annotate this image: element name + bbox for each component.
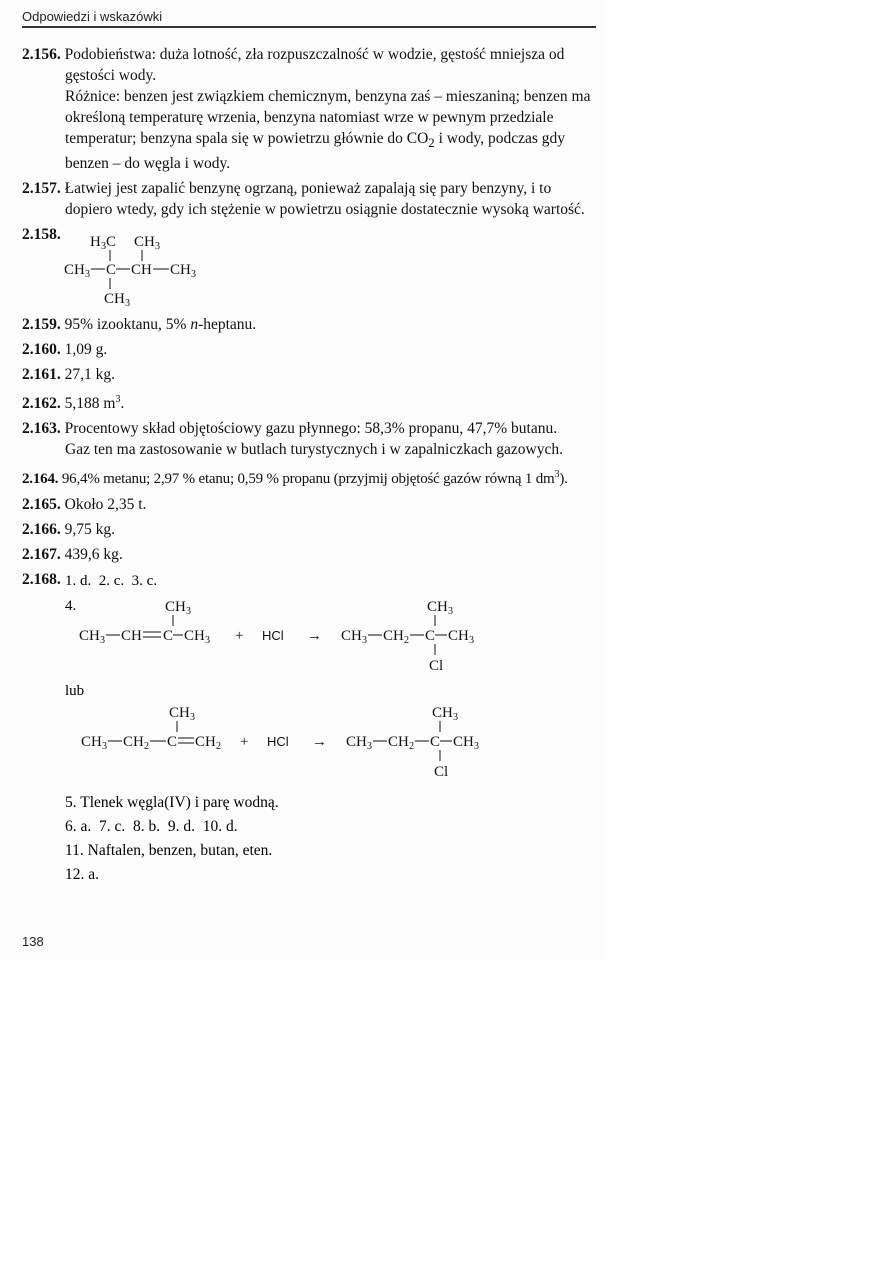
entry-text: ). <box>559 471 568 488</box>
answers-content <box>22 44 598 594</box>
subscript: 2 <box>144 741 149 752</box>
subscript: 3 <box>190 712 195 723</box>
entry-2-160 <box>22 339 598 360</box>
running-header: Odpowiedzi i wskazówki <box>22 9 163 24</box>
entry-text: 95% izooktanu, 5% <box>64 316 191 334</box>
answers-6-10: 6. a. 7. c. 8. b. 9. d. 10. d. <box>65 818 238 835</box>
entry-2-161 <box>22 364 598 385</box>
entry-text: Różnice: benzen jest związkiem chemicznym, benzyna zaś – mieszaniną; benzen ma określoną temperaturę wrzenia, benzyna natomiast wrze w pewnym przedziale temperatur; benzyna spala się w powietrzu głównie do CO <box>65 88 591 147</box>
entry-text: 27,1 kg. <box>64 366 115 384</box>
entry-text: 439,6 kg. <box>64 546 123 564</box>
answers-1-3: 1. d. 2. c. 3. c. <box>65 573 158 589</box>
subscript: 3 <box>155 241 160 253</box>
entry-number: 2.166. <box>22 521 61 539</box>
group-ch: CH <box>195 734 216 750</box>
group-ch: CH <box>64 262 85 279</box>
entry-2-163 <box>22 418 598 460</box>
subscript: 3 <box>205 635 210 646</box>
atom-c: C <box>430 734 441 750</box>
entry-2-165 <box>22 494 598 515</box>
subscript: 2 <box>404 635 409 646</box>
subscript: 2 <box>216 741 221 752</box>
atom-cl: Cl <box>429 658 444 674</box>
atom-h: H <box>90 234 101 251</box>
answer-11: 11. Naftalen, benzen, butan, eten. <box>65 842 273 859</box>
answer-12: 12. a. <box>65 866 100 883</box>
entry-number: 2.162. <box>22 395 61 413</box>
italic-text: n <box>190 316 199 334</box>
subscript: 3 <box>102 741 107 752</box>
entry-text: Około 2,35 t. <box>64 496 147 514</box>
entry-text: Łatwiej jest zapalić benzynę ogrzaną, ponieważ zapalają się pary benzyny, i to dopiero wtedy, gdy ich stężenie w powietrzu osiągnie dostatecznie wysoką wartość. <box>64 180 585 219</box>
superscript: 3 <box>115 394 121 406</box>
subscript: 2 <box>409 741 414 752</box>
entry-number: 2.165. <box>22 496 61 514</box>
entry-text: Gaz ten ma zastosowanie w butlach turystycznych i w zapalniczkach gazowych. <box>65 441 563 459</box>
subscript: 3 <box>469 635 474 646</box>
entry-number: 2.159. <box>22 316 61 334</box>
subscript: 3 <box>100 635 105 646</box>
plus-sign: + <box>240 734 249 750</box>
entry-number: 2.157. <box>22 180 61 198</box>
subscript: 3 <box>101 241 106 253</box>
entry-text: . <box>120 395 125 413</box>
group-ch: CH <box>131 262 152 279</box>
reaction-arrow: → <box>312 734 327 750</box>
atom-c: C <box>167 734 178 750</box>
reaction-arrow: → <box>307 628 322 644</box>
page-number: 138 <box>22 934 44 949</box>
group-ch: CH <box>169 705 190 721</box>
subscript: 2 <box>428 135 435 151</box>
subscript: 3 <box>362 635 367 646</box>
entry-text: Procentowy skład objętościowy gazu płynnego: 58,3% propanu, 47,7% butanu. <box>64 420 558 438</box>
entry-number: 2.163. <box>22 420 61 438</box>
group-ch: CH <box>453 734 474 750</box>
group-ch: CH <box>341 628 362 644</box>
subscript: 3 <box>367 741 372 752</box>
entry-2-167 <box>22 544 598 565</box>
atom-c: C <box>106 262 117 279</box>
subscript: 3 <box>191 269 196 281</box>
group-ch: CH <box>81 734 102 750</box>
entry-text: 96,4% metanu; 2,97 % etanu; 0,59 % propanu (przyjmij objętość gazów równą 1 dm <box>61 471 555 488</box>
group-ch: CH <box>79 628 100 644</box>
group-ch: CH <box>388 734 409 750</box>
entry-text: -heptanu. <box>198 316 257 334</box>
isooctane-structure <box>62 232 232 312</box>
header-rule <box>22 26 596 28</box>
subscript: 3 <box>85 269 90 281</box>
atom-c: C <box>163 628 174 644</box>
entry-number: 2.158. <box>22 226 61 244</box>
entry-text: Podobieństwa: duża lotność, zła rozpuszczalność w wodzie, gęstość mniejsza od gęstości wody. <box>64 46 565 84</box>
reaction-1 <box>75 596 525 676</box>
entry-2-162 <box>22 389 598 414</box>
group-ch: CH <box>346 734 367 750</box>
entry-2-159 <box>22 314 598 335</box>
subscript: 3 <box>453 712 458 723</box>
group-ch: CH <box>184 628 205 644</box>
entry-2-156 <box>22 44 598 86</box>
entry-number: 2.168. <box>22 571 61 589</box>
entry-number: 2.156. <box>22 46 61 63</box>
entry-text: 5,188 m <box>64 395 116 413</box>
atom-cl: Cl <box>434 764 449 780</box>
entry-number: 2.164. <box>22 471 59 488</box>
entry-2-156-differences <box>22 86 598 174</box>
entry-number: 2.161. <box>22 366 61 384</box>
group-ch: CH <box>432 705 453 721</box>
entry-2-164 <box>22 464 598 490</box>
group-ch: CH <box>165 599 186 615</box>
entry-2-166 <box>22 519 598 540</box>
subscript: 3 <box>186 606 191 617</box>
entry-number: 2.160. <box>22 341 61 359</box>
group-ch: CH <box>427 599 448 615</box>
superscript: 3 <box>554 469 560 481</box>
group-ch: CH <box>121 628 142 644</box>
group-ch: CH <box>383 628 404 644</box>
group-ch: CH <box>170 262 191 279</box>
group-ch: CH <box>134 234 155 251</box>
entry-2-157 <box>22 178 598 220</box>
reagent-hcl: HCl <box>262 628 284 643</box>
plus-sign: + <box>235 628 244 644</box>
subscript: 3 <box>474 741 479 752</box>
reaction-2 <box>77 702 527 782</box>
or-label: lub <box>65 683 85 699</box>
entry-number: 2.167. <box>22 546 61 564</box>
reagent-hcl: HCl <box>267 734 289 749</box>
entry-text: 1,09 g. <box>64 341 108 359</box>
subscript: 3 <box>448 606 453 617</box>
subscript: 3 <box>125 298 130 310</box>
group-ch: CH <box>104 291 125 308</box>
answer-5: 5. Tlenek węgla(IV) i parę wodną. <box>65 794 279 811</box>
atom-c: C <box>425 628 436 644</box>
entry-text: i wody, podczas gdy benzen – do węgla i wody. <box>65 130 566 173</box>
entry-text: 9,75 kg. <box>64 521 115 539</box>
entry-2-158 <box>22 224 598 310</box>
group-ch: CH <box>123 734 144 750</box>
group-ch: CH <box>448 628 469 644</box>
answer-4-label: 4. <box>65 598 77 614</box>
atom-c: C <box>106 234 117 251</box>
